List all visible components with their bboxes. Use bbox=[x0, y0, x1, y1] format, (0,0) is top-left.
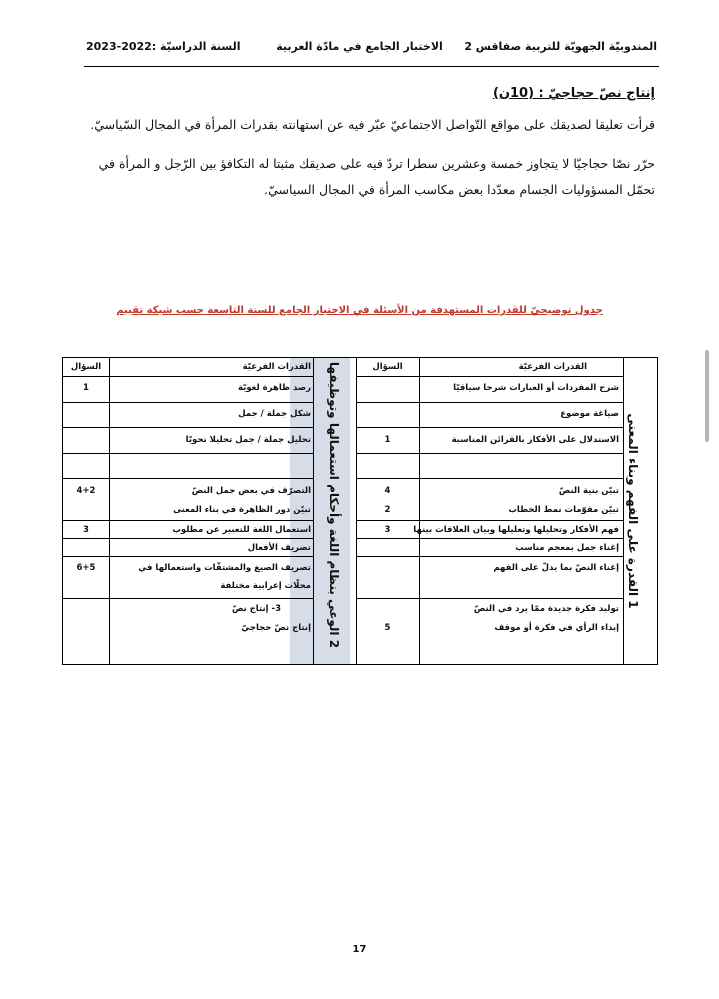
right-row-10: إبداء الرأي في فكرة أو موقف bbox=[494, 623, 619, 633]
left-row-1-q: 1 bbox=[83, 383, 89, 393]
left-row-5: تبيّن دور الظاهرة في بناء المعنى bbox=[173, 505, 311, 515]
right-row-6-q: 3 bbox=[384, 525, 391, 535]
right-row-5: تبيّن مقوّمات نمط الخطاب bbox=[508, 505, 619, 515]
header-question-right: السؤال bbox=[372, 362, 403, 372]
right-row-3: الاستدلال على الأفكار بالقرائن المناسبة bbox=[451, 435, 619, 445]
left-row-9: محلّات إعرابية مختلفة bbox=[220, 581, 311, 591]
right-row-6: فهم الأفكار وتحليلها وتعليلها وبيان العلاقات بينها bbox=[413, 525, 619, 535]
header-capacities-left: القدرات الفرعيّة bbox=[242, 362, 311, 372]
right-row-3-q: 1 bbox=[384, 435, 391, 445]
left-row-4-q: 4+2 bbox=[76, 486, 96, 496]
right-row-10-q: 5 bbox=[384, 623, 391, 633]
left-row-3: تحليل جملة / جمل تحليلا نحويّا bbox=[185, 435, 311, 445]
left-row-4: التصرّف في بعض جمل النصّ bbox=[191, 486, 311, 496]
header-divider bbox=[84, 66, 659, 67]
right-row-1: شرح المفردات أو العبارات شرحا سياقيّا bbox=[453, 383, 619, 393]
right-row-4-q: 4 bbox=[384, 486, 391, 496]
right-row-2: صياغة موضوع bbox=[560, 409, 619, 419]
prompt-paragraph-1: قرأت تعليقا لصديقك على مواقع التّواصل الاجتماعيّ عبّر فيه عن استهانته بقدرات المرأة في المجال السّياسيّ. bbox=[90, 117, 655, 132]
left-row-2: شكل جملة / جمل bbox=[238, 409, 311, 419]
axis-label-comprehension: 1 القدرة على الفهم وبناء المعنى bbox=[626, 413, 640, 609]
header-capacities-right: القدرات الفرعيّة bbox=[518, 362, 587, 372]
left-row-6-q: 3 bbox=[83, 525, 89, 535]
left-row-8-q: 6+5 bbox=[76, 563, 96, 573]
left-row-1: رصد ظاهرة لغويّة bbox=[238, 383, 311, 393]
capacities-table bbox=[62, 357, 658, 665]
left-row-10: 3- إنتاج نصّ bbox=[231, 604, 281, 614]
right-row-5-q: 2 bbox=[384, 505, 391, 515]
prompt-paragraph-2: حرّر نصّا حجاجيّا لا يتجاوز خمسة وعشرين سطرا تردّ فيه على صديقك مثبتا له التكافؤ بين الرّجل و المرأة في تحمّل المسؤوليات الجسام معدّدا بعض مكاسب المرأة في المجال السياسيّ. bbox=[98, 156, 655, 197]
right-row-9: توليد فكرة جديدة ممّا يرد في النصّ bbox=[473, 604, 619, 614]
header-institution: المندوبيّة الجهويّة للتربية صفاقس 2 bbox=[464, 40, 657, 53]
left-row-11: إنتاج نصّ حجاجيّ bbox=[241, 623, 311, 633]
scrollbar-thumb[interactable] bbox=[705, 350, 709, 442]
header-exam-title: الاختبار الجامع في مادّة العربية bbox=[276, 40, 443, 53]
table-caption: جدول توضيحيّ للقدرات المستهدفة من الأسئلة في الاختبار الجامع للسنة التاسعة حسب شبكة تقييم bbox=[116, 305, 603, 316]
header-question-left: السؤال bbox=[70, 362, 102, 372]
left-row-6: استعمال اللغة للتعبير عن مطلوب bbox=[172, 525, 311, 535]
left-row-7: تصريف الأفعال bbox=[247, 543, 311, 553]
right-row-8: إغناء النصّ بما يدلّ على الفهم bbox=[493, 563, 619, 573]
left-row-8: تصريف الصيغ والمشتقّات واستعمالها في bbox=[138, 563, 311, 573]
section-title: إنتاج نصّ حجاجيّ : (10ن) bbox=[492, 86, 655, 101]
axis-label-language-system: 2 الوعي بنظام اللغة وأحكام استعمالها وتوظيفها bbox=[327, 361, 341, 649]
right-row-4: تبيّن بنية النصّ bbox=[558, 486, 619, 496]
right-row-7: إغناء جمل بمعجم مناسب bbox=[515, 543, 619, 553]
header-school-year: السنة الدراسيّة :2022-2023 bbox=[86, 40, 241, 53]
page-number: 17 bbox=[352, 944, 367, 955]
